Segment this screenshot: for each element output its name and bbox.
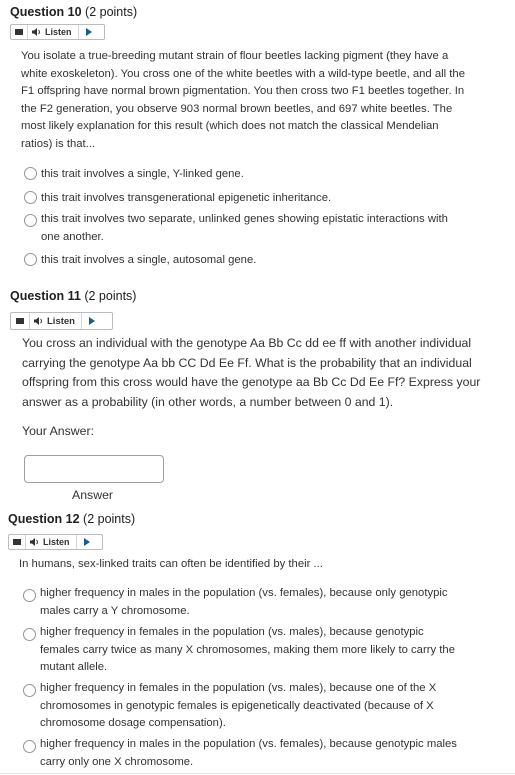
listen-button[interactable]	[28, 25, 79, 39]
radio-button[interactable]	[24, 191, 37, 204]
radio-button[interactable]	[24, 167, 37, 180]
option-label: higher frequency in females in the population (vs. males), because genotypic females carry twice as many X chromosomes, making them more likely to carry the mutant allele.	[40, 626, 455, 673]
your-answer-label: Your Answer:	[22, 424, 95, 438]
q10-option-4[interactable]	[24, 252, 494, 269]
q12-option-2[interactable]	[23, 624, 463, 677]
play-button[interactable]	[79, 25, 99, 39]
option-label: higher frequency in males in the population (vs. females), because only genotypic males carry a Y chromosome.	[40, 587, 448, 617]
radio-button[interactable]	[24, 253, 37, 266]
q12-option-3[interactable]	[23, 680, 463, 733]
q10-option-2[interactable]	[24, 190, 494, 207]
bottom-divider	[0, 773, 515, 774]
question-12-text: In humans, sex-linked traits can often be identified by their ...	[19, 558, 323, 570]
question-number: Question 12	[8, 512, 80, 526]
play-button[interactable]	[82, 313, 102, 329]
answer-caption: Answer	[72, 488, 114, 502]
menu-icon[interactable]	[9, 535, 26, 549]
option-label: this trait involves a single, autosomal gene.	[41, 254, 257, 266]
question-10-title	[10, 5, 137, 19]
option-label: higher frequency in females in the population (vs. males), because one of the X chromosomes in genotypic females is epigenetically deactivated (because of X chromosome dosage compensation).	[40, 682, 437, 729]
question-10-text: You isolate a true-breeding mutant strain of flour beetles lacking pigment (they have a white exoskeleton). You cross one of the white beetles with a wild-type beetle, and all the F1 offspring have normal brown pigmentation. You then cross two F1 beetles together. In the F2 generation, you observe 903 normal brown beetles, and 697 white beetles. The most likely explanation for this result (which does not match the classical Mendelian ratios) is that...	[21, 50, 465, 150]
question-12-title	[8, 512, 135, 526]
question-11-title	[10, 289, 136, 303]
question-points: (2 points)	[85, 5, 138, 19]
answer-input[interactable]	[24, 455, 164, 483]
option-label: this trait involves a single, Y-linked gene.	[41, 168, 244, 180]
menu-icon[interactable]	[11, 25, 28, 39]
play-icon	[86, 28, 92, 36]
question-11-text: You cross an individual with the genotype Aa Bb Cc dd ee ff with another individual carrying the genotype Aa bb CC Dd Ee Ff. What is the probability that an individual offspring from this cross would have the genotype aa Bb Cc Dd Ee Ff? Express your answer as a probability (in other words, a number between 0 and 1).	[22, 336, 481, 410]
option-label: this trait involves two separate, unlinked genes showing epistatic interactions with one another.	[41, 213, 448, 244]
question-points: (2 points)	[84, 289, 137, 303]
speaker-icon	[30, 538, 39, 546]
radio-button[interactable]	[24, 214, 37, 227]
play-button[interactable]	[77, 535, 97, 549]
listen-button[interactable]	[26, 535, 77, 549]
listen-label: Listen	[47, 315, 75, 327]
q12-option-1[interactable]	[23, 585, 473, 620]
listen-label: Listen	[45, 27, 72, 37]
listen-button[interactable]	[30, 313, 82, 329]
speaker-icon	[34, 317, 43, 325]
menu-icon[interactable]	[11, 313, 30, 329]
radio-button[interactable]	[23, 684, 36, 697]
q12-option-4[interactable]	[23, 736, 463, 771]
question-number: Question 10	[10, 5, 82, 19]
question-points: (2 points)	[83, 512, 136, 526]
option-label: higher frequency in males in the population (vs. females), because genotypic males carry only one X chromosome.	[40, 738, 457, 768]
radio-button[interactable]	[23, 740, 36, 753]
radio-button[interactable]	[23, 628, 36, 641]
radio-button[interactable]	[23, 589, 36, 602]
listen-toolbar-q10	[10, 24, 105, 40]
question-number: Question 11	[10, 289, 81, 303]
play-icon	[84, 538, 90, 546]
listen-label: Listen	[43, 537, 70, 547]
speaker-icon	[32, 28, 41, 36]
listen-toolbar-q11	[10, 312, 113, 330]
listen-toolbar-q12	[8, 534, 103, 550]
q10-option-3[interactable]	[24, 210, 464, 246]
play-icon	[89, 317, 95, 325]
q10-option-1[interactable]	[24, 166, 494, 183]
option-label: this trait involves transgenerational epigenetic inheritance.	[41, 192, 332, 204]
